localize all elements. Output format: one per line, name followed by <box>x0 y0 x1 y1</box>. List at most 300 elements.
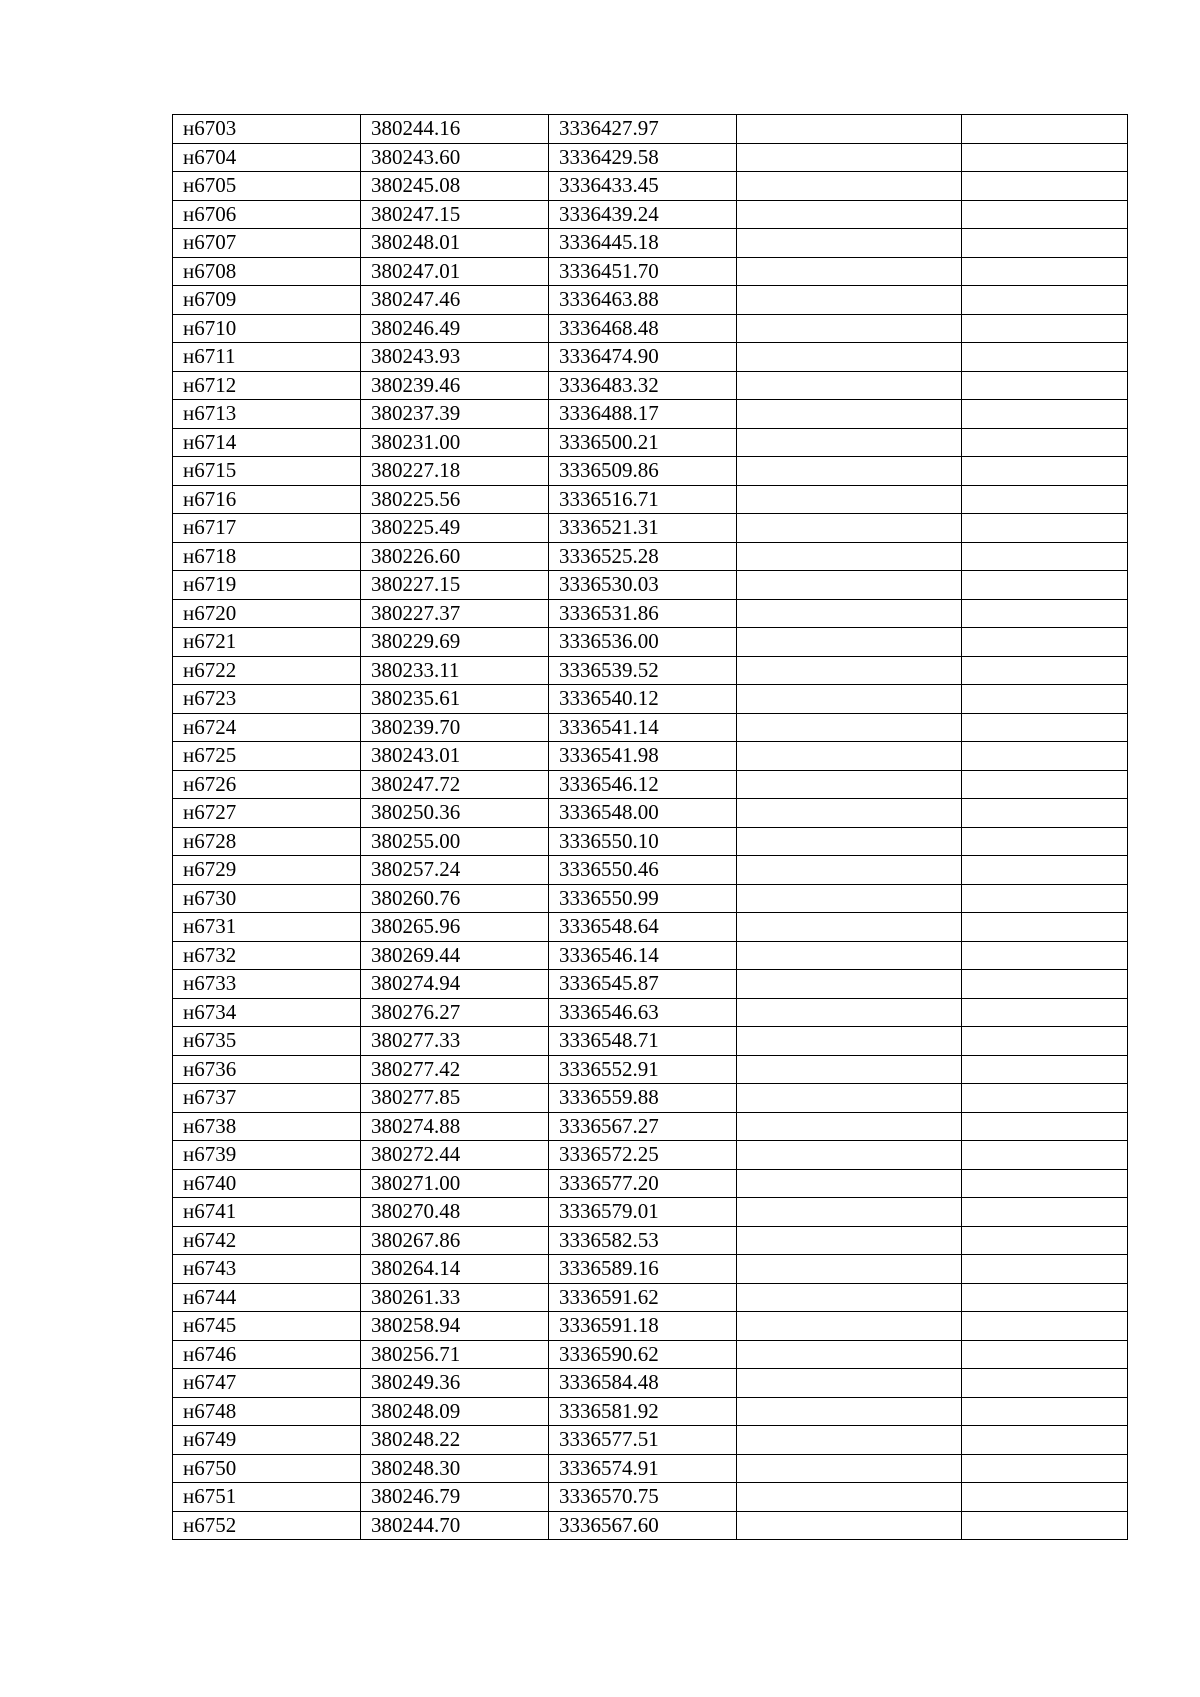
empty-cell <box>962 628 1128 657</box>
y-coordinate-cell: 3336483.32 <box>549 371 737 400</box>
table-row <box>173 1454 1128 1483</box>
point-name-cell: н6713 <box>173 400 361 429</box>
x-coordinate-cell: 380248.09 <box>361 1397 549 1426</box>
empty-cell <box>962 200 1128 229</box>
x-coordinate-cell: 380258.94 <box>361 1312 549 1341</box>
empty-cell <box>962 799 1128 828</box>
x-coordinate-cell: 380261.33 <box>361 1283 549 1312</box>
empty-cell <box>737 257 962 286</box>
point-name-cell: н6712 <box>173 371 361 400</box>
y-coordinate-cell: 3336429.58 <box>549 143 737 172</box>
x-coordinate-cell: 380256.71 <box>361 1340 549 1369</box>
empty-cell <box>962 115 1128 144</box>
empty-cell <box>962 998 1128 1027</box>
empty-cell <box>962 257 1128 286</box>
y-coordinate-cell: 3336591.18 <box>549 1312 737 1341</box>
empty-cell <box>962 1426 1128 1455</box>
y-coordinate-cell: 3336590.62 <box>549 1340 737 1369</box>
empty-cell <box>737 1055 962 1084</box>
empty-cell <box>737 685 962 714</box>
empty-cell <box>962 742 1128 771</box>
point-name-cell: н6747 <box>173 1369 361 1398</box>
x-coordinate-cell: 380264.14 <box>361 1255 549 1284</box>
point-name-cell: н6742 <box>173 1226 361 1255</box>
empty-cell <box>962 884 1128 913</box>
y-coordinate-cell: 3336550.10 <box>549 827 737 856</box>
empty-cell <box>737 200 962 229</box>
empty-cell <box>962 514 1128 543</box>
x-coordinate-cell: 380255.00 <box>361 827 549 856</box>
point-name-cell: н6710 <box>173 314 361 343</box>
point-name-cell: н6711 <box>173 343 361 372</box>
empty-cell <box>737 770 962 799</box>
empty-cell <box>737 485 962 514</box>
empty-cell <box>737 628 962 657</box>
y-coordinate-cell: 3336468.48 <box>549 314 737 343</box>
table-row <box>173 1483 1128 1512</box>
empty-cell <box>737 286 962 315</box>
empty-cell <box>737 941 962 970</box>
point-name-cell: н6717 <box>173 514 361 543</box>
point-name-cell: н6751 <box>173 1483 361 1512</box>
empty-cell <box>962 371 1128 400</box>
table-row <box>173 770 1128 799</box>
table-row <box>173 941 1128 970</box>
point-name-cell: н6720 <box>173 599 361 628</box>
empty-cell <box>962 1198 1128 1227</box>
x-coordinate-cell: 380265.96 <box>361 913 549 942</box>
point-name-cell: н6744 <box>173 1283 361 1312</box>
point-name-cell: н6706 <box>173 200 361 229</box>
table-row <box>173 314 1128 343</box>
x-coordinate-cell: 380225.56 <box>361 485 549 514</box>
y-coordinate-cell: 3336550.46 <box>549 856 737 885</box>
empty-cell <box>962 1084 1128 1113</box>
empty-cell <box>962 314 1128 343</box>
empty-cell <box>962 1141 1128 1170</box>
point-name-cell: н6724 <box>173 713 361 742</box>
table-row <box>173 571 1128 600</box>
empty-cell <box>962 770 1128 799</box>
point-name-cell: н6736 <box>173 1055 361 1084</box>
empty-cell <box>737 998 962 1027</box>
empty-cell <box>737 1397 962 1426</box>
y-coordinate-cell: 3336546.63 <box>549 998 737 1027</box>
empty-cell <box>962 1226 1128 1255</box>
empty-cell <box>962 827 1128 856</box>
empty-cell <box>962 1112 1128 1141</box>
point-name-cell: н6752 <box>173 1511 361 1540</box>
point-name-cell: н6746 <box>173 1340 361 1369</box>
table-row <box>173 257 1128 286</box>
x-coordinate-cell: 380233.11 <box>361 656 549 685</box>
table-row <box>173 827 1128 856</box>
table-row <box>173 742 1128 771</box>
table-row <box>173 428 1128 457</box>
empty-cell <box>737 1255 962 1284</box>
empty-cell <box>962 428 1128 457</box>
y-coordinate-cell: 3336540.12 <box>549 685 737 714</box>
table-row <box>173 514 1128 543</box>
x-coordinate-cell: 380247.46 <box>361 286 549 315</box>
point-name-cell: н6716 <box>173 485 361 514</box>
x-coordinate-cell: 380231.00 <box>361 428 549 457</box>
empty-cell <box>737 314 962 343</box>
table-row <box>173 200 1128 229</box>
empty-cell <box>737 913 962 942</box>
table-row <box>173 1141 1128 1170</box>
x-coordinate-cell: 380247.01 <box>361 257 549 286</box>
y-coordinate-cell: 3336531.86 <box>549 599 737 628</box>
empty-cell <box>962 1483 1128 1512</box>
x-coordinate-cell: 380277.85 <box>361 1084 549 1113</box>
table-row <box>173 656 1128 685</box>
empty-cell <box>962 685 1128 714</box>
y-coordinate-cell: 3336550.99 <box>549 884 737 913</box>
table-row <box>173 1369 1128 1398</box>
table-row <box>173 998 1128 1027</box>
x-coordinate-cell: 380237.39 <box>361 400 549 429</box>
x-coordinate-cell: 380247.15 <box>361 200 549 229</box>
x-coordinate-cell: 380235.61 <box>361 685 549 714</box>
y-coordinate-cell: 3336581.92 <box>549 1397 737 1426</box>
x-coordinate-cell: 380239.70 <box>361 713 549 742</box>
point-name-cell: н6727 <box>173 799 361 828</box>
y-coordinate-cell: 3336546.12 <box>549 770 737 799</box>
point-name-cell: н6723 <box>173 685 361 714</box>
empty-cell <box>962 542 1128 571</box>
y-coordinate-cell: 3336427.97 <box>549 115 737 144</box>
table-row <box>173 1511 1128 1540</box>
y-coordinate-cell: 3336521.31 <box>549 514 737 543</box>
point-name-cell: н6735 <box>173 1027 361 1056</box>
point-name-cell: н6709 <box>173 286 361 315</box>
empty-cell <box>737 713 962 742</box>
point-name-cell: н6703 <box>173 115 361 144</box>
point-name-cell: н6718 <box>173 542 361 571</box>
y-coordinate-cell: 3336567.27 <box>549 1112 737 1141</box>
y-coordinate-cell: 3336579.01 <box>549 1198 737 1227</box>
table-row <box>173 1112 1128 1141</box>
point-name-cell: н6707 <box>173 229 361 258</box>
table-row <box>173 400 1128 429</box>
x-coordinate-cell: 380243.60 <box>361 143 549 172</box>
empty-cell <box>962 1169 1128 1198</box>
point-name-cell: н6745 <box>173 1312 361 1341</box>
y-coordinate-cell: 3336530.03 <box>549 571 737 600</box>
y-coordinate-cell: 3336525.28 <box>549 542 737 571</box>
table-row <box>173 913 1128 942</box>
empty-cell <box>737 856 962 885</box>
empty-cell <box>737 1141 962 1170</box>
y-coordinate-cell: 3336539.52 <box>549 656 737 685</box>
y-coordinate-cell: 3336577.51 <box>549 1426 737 1455</box>
y-coordinate-cell: 3336439.24 <box>549 200 737 229</box>
empty-cell <box>737 656 962 685</box>
empty-cell <box>737 1283 962 1312</box>
table-row <box>173 628 1128 657</box>
y-coordinate-cell: 3336500.21 <box>549 428 737 457</box>
point-name-cell: н6741 <box>173 1198 361 1227</box>
point-name-cell: н6705 <box>173 172 361 201</box>
x-coordinate-cell: 380270.48 <box>361 1198 549 1227</box>
y-coordinate-cell: 3336582.53 <box>549 1226 737 1255</box>
y-coordinate-cell: 3336474.90 <box>549 343 737 372</box>
table-row <box>173 856 1128 885</box>
empty-cell <box>737 1027 962 1056</box>
empty-cell <box>962 485 1128 514</box>
table-row <box>173 485 1128 514</box>
empty-cell <box>737 799 962 828</box>
y-coordinate-cell: 3336433.45 <box>549 172 737 201</box>
empty-cell <box>737 827 962 856</box>
y-coordinate-cell: 3336451.70 <box>549 257 737 286</box>
empty-cell <box>737 1369 962 1398</box>
empty-cell <box>962 599 1128 628</box>
empty-cell <box>962 713 1128 742</box>
x-coordinate-cell: 380239.46 <box>361 371 549 400</box>
y-coordinate-cell: 3336591.62 <box>549 1283 737 1312</box>
y-coordinate-cell: 3336577.20 <box>549 1169 737 1198</box>
table-row <box>173 1027 1128 1056</box>
empty-cell <box>737 1312 962 1341</box>
x-coordinate-cell: 380227.15 <box>361 571 549 600</box>
x-coordinate-cell: 380249.36 <box>361 1369 549 1398</box>
empty-cell <box>962 1055 1128 1084</box>
y-coordinate-cell: 3336536.00 <box>549 628 737 657</box>
empty-cell <box>737 428 962 457</box>
y-coordinate-cell: 3336567.60 <box>549 1511 737 1540</box>
point-name-cell: н6733 <box>173 970 361 999</box>
table-row <box>173 685 1128 714</box>
empty-cell <box>737 172 962 201</box>
point-name-cell: н6708 <box>173 257 361 286</box>
empty-cell <box>737 1112 962 1141</box>
empty-cell <box>962 856 1128 885</box>
empty-cell <box>737 742 962 771</box>
point-name-cell: н6719 <box>173 571 361 600</box>
y-coordinate-cell: 3336572.25 <box>549 1141 737 1170</box>
x-coordinate-cell: 380274.94 <box>361 970 549 999</box>
y-coordinate-cell: 3336552.91 <box>549 1055 737 1084</box>
empty-cell <box>962 172 1128 201</box>
point-name-cell: н6749 <box>173 1426 361 1455</box>
x-coordinate-cell: 380244.16 <box>361 115 549 144</box>
empty-cell <box>737 599 962 628</box>
y-coordinate-cell: 3336548.64 <box>549 913 737 942</box>
empty-cell <box>737 343 962 372</box>
y-coordinate-cell: 3336445.18 <box>549 229 737 258</box>
y-coordinate-cell: 3336545.87 <box>549 970 737 999</box>
x-coordinate-cell: 380257.24 <box>361 856 549 885</box>
table-row <box>173 229 1128 258</box>
y-coordinate-cell: 3336570.75 <box>549 1483 737 1512</box>
y-coordinate-cell: 3336548.71 <box>549 1027 737 1056</box>
empty-cell <box>737 115 962 144</box>
table-row <box>173 286 1128 315</box>
point-name-cell: н6740 <box>173 1169 361 1198</box>
x-coordinate-cell: 380271.00 <box>361 1169 549 1198</box>
x-coordinate-cell: 380227.18 <box>361 457 549 486</box>
empty-cell <box>737 571 962 600</box>
y-coordinate-cell: 3336509.86 <box>549 457 737 486</box>
empty-cell <box>737 1226 962 1255</box>
table-row <box>173 1397 1128 1426</box>
y-coordinate-cell: 3336541.14 <box>549 713 737 742</box>
point-name-cell: н6714 <box>173 428 361 457</box>
empty-cell <box>737 143 962 172</box>
table-row <box>173 1198 1128 1227</box>
empty-cell <box>962 400 1128 429</box>
empty-cell <box>962 1283 1128 1312</box>
x-coordinate-cell: 380272.44 <box>361 1141 549 1170</box>
table-row <box>173 1226 1128 1255</box>
table-row <box>173 1169 1128 1198</box>
coordinates-table-body <box>173 115 1128 1540</box>
table-row <box>173 970 1128 999</box>
point-name-cell: н6726 <box>173 770 361 799</box>
table-row <box>173 343 1128 372</box>
x-coordinate-cell: 380276.27 <box>361 998 549 1027</box>
empty-cell <box>962 343 1128 372</box>
table-row <box>173 1312 1128 1341</box>
y-coordinate-cell: 3336548.00 <box>549 799 737 828</box>
empty-cell <box>962 1511 1128 1540</box>
empty-cell <box>962 1454 1128 1483</box>
table-row <box>173 1055 1128 1084</box>
x-coordinate-cell: 380260.76 <box>361 884 549 913</box>
x-coordinate-cell: 380244.70 <box>361 1511 549 1540</box>
empty-cell <box>737 514 962 543</box>
empty-cell <box>962 656 1128 685</box>
empty-cell <box>737 1198 962 1227</box>
y-coordinate-cell: 3336589.16 <box>549 1255 737 1284</box>
table-row <box>173 371 1128 400</box>
point-name-cell: н6739 <box>173 1141 361 1170</box>
empty-cell <box>737 970 962 999</box>
empty-cell <box>737 457 962 486</box>
x-coordinate-cell: 380245.08 <box>361 172 549 201</box>
y-coordinate-cell: 3336559.88 <box>549 1084 737 1113</box>
empty-cell <box>737 1340 962 1369</box>
point-name-cell: н6734 <box>173 998 361 1027</box>
x-coordinate-cell: 380227.37 <box>361 599 549 628</box>
point-name-cell: н6743 <box>173 1255 361 1284</box>
x-coordinate-cell: 380229.69 <box>361 628 549 657</box>
y-coordinate-cell: 3336516.71 <box>549 485 737 514</box>
empty-cell <box>962 286 1128 315</box>
y-coordinate-cell: 3336463.88 <box>549 286 737 315</box>
table-row <box>173 457 1128 486</box>
x-coordinate-cell: 380248.22 <box>361 1426 549 1455</box>
table-row <box>173 542 1128 571</box>
empty-cell <box>737 1426 962 1455</box>
x-coordinate-cell: 380226.60 <box>361 542 549 571</box>
point-name-cell: н6729 <box>173 856 361 885</box>
empty-cell <box>962 1312 1128 1341</box>
x-coordinate-cell: 380269.44 <box>361 941 549 970</box>
empty-cell <box>962 143 1128 172</box>
x-coordinate-cell: 380225.49 <box>361 514 549 543</box>
point-name-cell: н6728 <box>173 827 361 856</box>
point-name-cell: н6748 <box>173 1397 361 1426</box>
empty-cell <box>962 1255 1128 1284</box>
table-row <box>173 115 1128 144</box>
point-name-cell: н6738 <box>173 1112 361 1141</box>
coordinates-table <box>172 114 1128 1540</box>
table-row <box>173 1283 1128 1312</box>
empty-cell <box>737 1084 962 1113</box>
y-coordinate-cell: 3336574.91 <box>549 1454 737 1483</box>
x-coordinate-cell: 380246.49 <box>361 314 549 343</box>
x-coordinate-cell: 380243.01 <box>361 742 549 771</box>
empty-cell <box>962 1369 1128 1398</box>
empty-cell <box>737 1483 962 1512</box>
table-row <box>173 1340 1128 1369</box>
x-coordinate-cell: 380248.01 <box>361 229 549 258</box>
empty-cell <box>962 941 1128 970</box>
point-name-cell: н6732 <box>173 941 361 970</box>
x-coordinate-cell: 380274.88 <box>361 1112 549 1141</box>
point-name-cell: н6725 <box>173 742 361 771</box>
x-coordinate-cell: 380246.79 <box>361 1483 549 1512</box>
y-coordinate-cell: 3336541.98 <box>549 742 737 771</box>
y-coordinate-cell: 3336546.14 <box>549 941 737 970</box>
table-row <box>173 1255 1128 1284</box>
y-coordinate-cell: 3336488.17 <box>549 400 737 429</box>
x-coordinate-cell: 380267.86 <box>361 1226 549 1255</box>
x-coordinate-cell: 380277.42 <box>361 1055 549 1084</box>
table-row <box>173 172 1128 201</box>
empty-cell <box>737 884 962 913</box>
empty-cell <box>962 913 1128 942</box>
empty-cell <box>737 1454 962 1483</box>
point-name-cell: н6750 <box>173 1454 361 1483</box>
point-name-cell: н6731 <box>173 913 361 942</box>
empty-cell <box>737 1511 962 1540</box>
x-coordinate-cell: 380248.30 <box>361 1454 549 1483</box>
y-coordinate-cell: 3336584.48 <box>549 1369 737 1398</box>
point-name-cell: н6730 <box>173 884 361 913</box>
empty-cell <box>737 229 962 258</box>
point-name-cell: н6715 <box>173 457 361 486</box>
empty-cell <box>962 1397 1128 1426</box>
table-row <box>173 1084 1128 1113</box>
table-row <box>173 799 1128 828</box>
empty-cell <box>962 457 1128 486</box>
point-name-cell: н6721 <box>173 628 361 657</box>
empty-cell <box>962 970 1128 999</box>
table-row <box>173 599 1128 628</box>
x-coordinate-cell: 380243.93 <box>361 343 549 372</box>
empty-cell <box>737 1169 962 1198</box>
empty-cell <box>962 571 1128 600</box>
table-row <box>173 1426 1128 1455</box>
x-coordinate-cell: 380247.72 <box>361 770 549 799</box>
empty-cell <box>962 1340 1128 1369</box>
empty-cell <box>737 371 962 400</box>
point-name-cell: н6737 <box>173 1084 361 1113</box>
empty-cell <box>737 400 962 429</box>
empty-cell <box>737 542 962 571</box>
table-row <box>173 143 1128 172</box>
x-coordinate-cell: 380277.33 <box>361 1027 549 1056</box>
empty-cell <box>962 229 1128 258</box>
point-name-cell: н6704 <box>173 143 361 172</box>
empty-cell <box>962 1027 1128 1056</box>
table-row <box>173 713 1128 742</box>
table-row <box>173 884 1128 913</box>
